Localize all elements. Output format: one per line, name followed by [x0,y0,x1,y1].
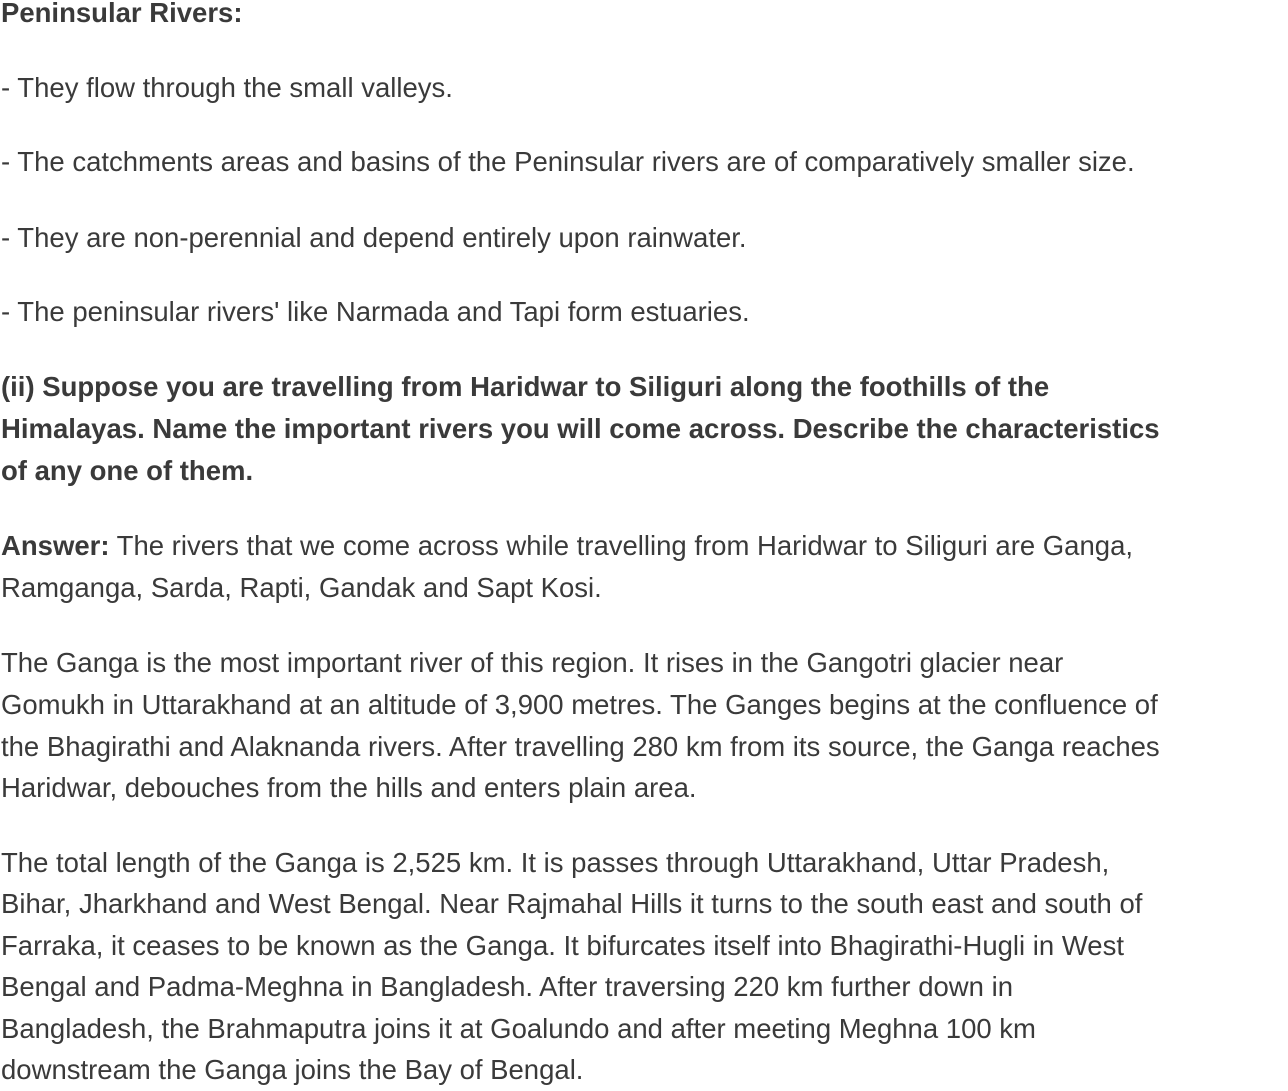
paragraph-line: Bangladesh, the Brahmaputra joins it at Goalundo and after meeting Meghna 100 km [1,1013,1036,1044]
answer-text: The rivers that we come across while travelling from Haridwar to Siliguri are Ganga, [109,530,1134,561]
paragraph-line: Haridwar, debouches from the hills and enters plain area. [1,772,697,803]
paragraph-line: Bihar, Jharkhand and West Bengal. Near Rajmahal Hills it turns to the south east and south of [1,888,1143,919]
paragraph-line: downstream the Ganga joins the Bay of Bengal. [1,1054,584,1085]
paragraph-line: Farraka, it ceases to be known as the Ganga. It bifurcates itself into Bhagirathi-Hugli in West [1,930,1124,961]
paragraph-line: The total length of the Ganga is 2,525 km. It is passes through Uttarakhand, Uttar Pradesh, [1,847,1110,878]
section-heading: Peninsular Rivers: [1,0,243,28]
paragraph-line: Gomukh in Uttarakhand at an altitude of 3,900 metres. The Ganges begins at the confluence of [1,689,1158,720]
paragraph-line: the Bhagirathi and Alaknanda rivers. After travelling 280 km from its source, the Ganga reaches [1,731,1160,762]
bullet-item: - The peninsular rivers' like Narmada and Tapi form estuaries. [1,296,750,327]
bullet-item: - They are non-perennial and depend entirely upon rainwater. [1,222,747,253]
paragraph-line: The Ganga is the most important river of this region. It rises in the Gangotri glacier near [1,647,1064,678]
bullet-item: - The catchments areas and basins of the Peninsular rivers are of comparatively smaller size. [1,146,1135,177]
answer-line [1,525,1133,567]
paragraph-line: Bengal and Padma-Meghna in Bangladesh. After traversing 220 km further down in [1,971,1013,1002]
answer-label: Answer: [1,530,110,561]
bullet-item: - They flow through the small valleys. [1,72,453,103]
question-line: of any one of them. [1,455,254,486]
answer-line: Ramganga, Sarda, Rapti, Gandak and Sapt Kosi. [1,572,602,603]
question-line: Himalayas. Name the important rivers you will come across. Describe the characteristics [1,413,1160,444]
question-line: (ii) Suppose you are travelling from Haridwar to Siliguri along the foothills of the [1,371,1050,402]
